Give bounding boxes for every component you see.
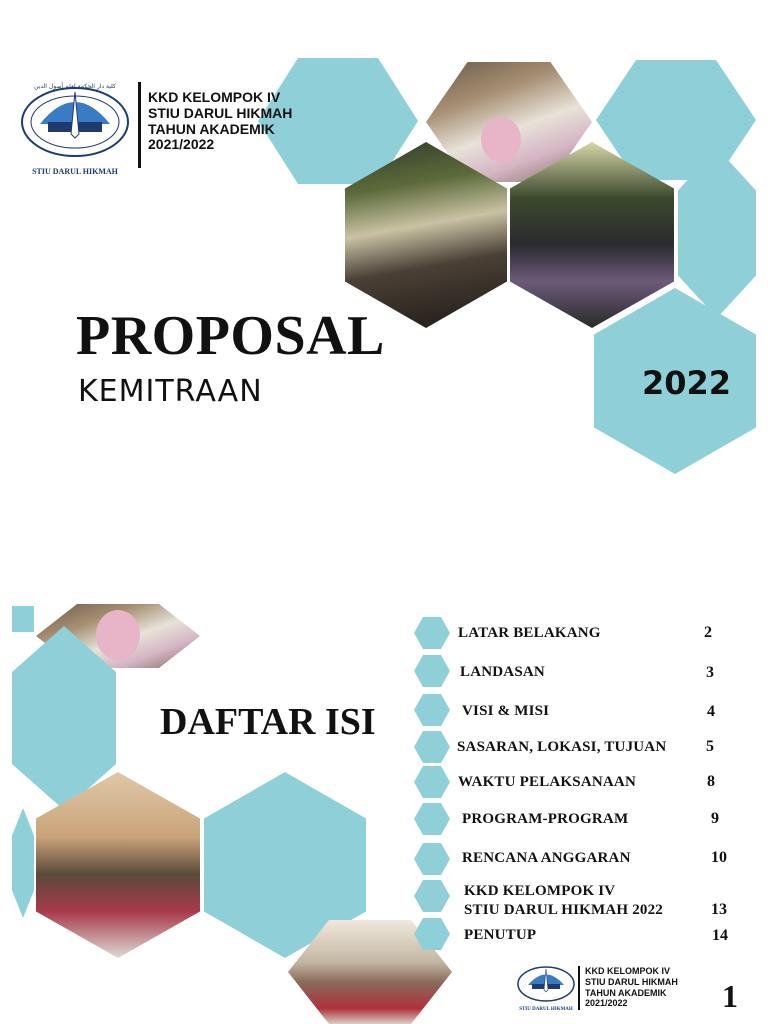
page-number: 1 xyxy=(722,978,738,1014)
toc-page-number: 5 xyxy=(706,738,714,755)
toc-page-number: 14 xyxy=(712,927,728,944)
page-subtitle: KEMITRAAN xyxy=(78,374,263,409)
org-academic-year: 2021/2022 xyxy=(148,136,215,153)
toc-bullet-icon xyxy=(414,694,450,726)
toc-item-landasan[interactable]: LANDASAN xyxy=(460,664,545,680)
org-name: KKD KELOMPOK IV xyxy=(148,89,281,105)
toc-bullet-icon xyxy=(414,880,450,912)
toc-item-kkd-kelompok[interactable] xyxy=(464,882,663,920)
toc-page-number: 8 xyxy=(707,773,715,790)
cover-year: 2022 xyxy=(642,364,732,402)
toc-item-label-line2: STIU DARUL HIKMAH 2022 xyxy=(464,902,664,918)
toc-page-number: 9 xyxy=(711,810,719,827)
footer-logo-caption: STIU DARUL HIKMAH xyxy=(519,1007,573,1012)
toc-item-program[interactable]: PROGRAM-PROGRAM xyxy=(462,811,629,827)
toc-page-number: 4 xyxy=(707,703,715,720)
toc-item-latar-belakang[interactable]: LATAR BELAKANG xyxy=(458,625,601,641)
toc-page-number: 10 xyxy=(711,849,727,866)
footer-org-academic-year: 2021/2022 xyxy=(585,998,628,1009)
org-academic-label: TAHUN AKADEMIK xyxy=(148,120,275,137)
toc-page-number: 2 xyxy=(704,624,712,641)
toc-bullet-icon xyxy=(414,731,450,763)
toc-heading: DAFTAR ISI xyxy=(160,701,376,743)
footer-org-academic-label: TAHUN AKADEMIK xyxy=(585,987,667,998)
logo-caption: STIU DARUL HIKMAH xyxy=(32,167,118,176)
toc-page-number: 13 xyxy=(711,901,727,918)
footer-divider xyxy=(578,966,580,1010)
toc-bullet-icon xyxy=(414,918,450,950)
toc-item-sasaran[interactable]: SASARAN, LOKASI, TUJUAN xyxy=(457,739,667,755)
footer-logo xyxy=(516,960,576,1014)
footer-org-name: KKD KELOMPOK IV xyxy=(585,966,671,976)
toc-bullet-icon xyxy=(414,655,450,687)
toc-bullet-icon xyxy=(414,617,450,649)
logo-arabic-text: كلية دار الحكمة لعلم أصول الدين xyxy=(34,83,116,90)
page-title: PROPOSAL xyxy=(76,305,385,367)
footer-org-info xyxy=(585,966,678,1009)
toc-bullet-icon xyxy=(414,766,450,798)
toc-bullet-icon xyxy=(414,843,450,875)
toc-item-penutup[interactable]: PENUTUP xyxy=(464,927,537,943)
toc-item-waktu-pelaksanaan[interactable]: WAKTU PELAKSANAAN xyxy=(458,774,637,790)
toc-item-rencana-anggaran[interactable]: RENCANA ANGGARAN xyxy=(462,850,631,866)
toc-bullet-icon xyxy=(414,803,450,835)
toc-item-visi-misi[interactable]: VISI & MISI xyxy=(462,703,550,719)
org-college: STIU DARUL HIKMAH xyxy=(148,104,293,121)
footer-org-college: STIU DARUL HIKMAH xyxy=(585,976,678,987)
toc-page-number: 3 xyxy=(706,664,714,681)
toc-item-label-line1: KKD KELOMPOK IV xyxy=(464,883,616,899)
